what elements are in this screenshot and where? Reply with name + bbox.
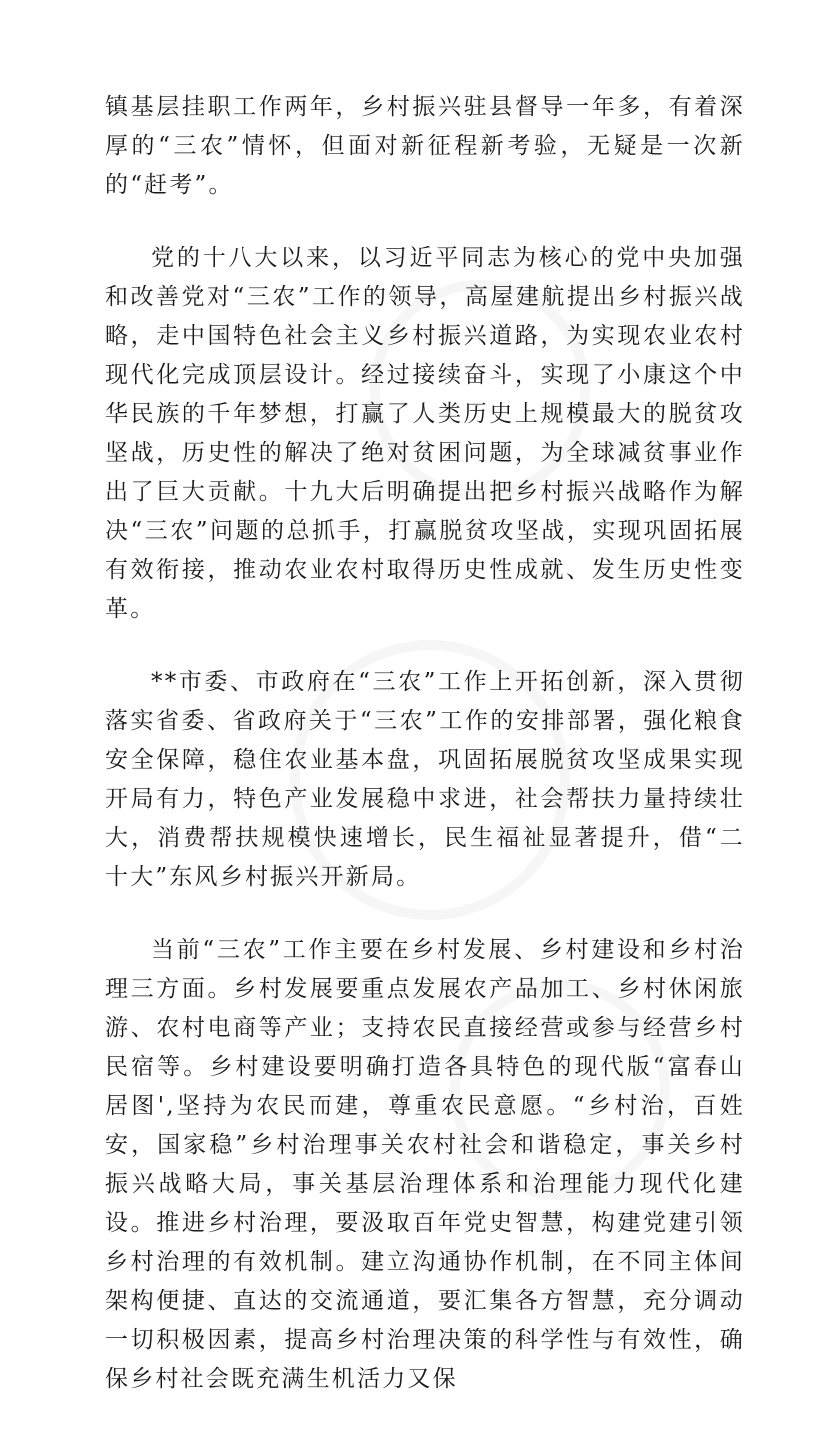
paragraph: 党的十八大以来，以习近平同志为核心的党中央加强和改善党对“三农”工作的领导，高屋建航提出乡村振兴战略，走中国特色社会主义乡村振兴道路，为实现农业农村现代化完成顶层设计。经过接续奋斗，实现了小康这个中华民族的千年梦想，打赢了人类历史上规模最大的脱贫攻坚战，历史性的解决了绝对贫困问题，为全球减贫事业作出了巨大贡献。十九大后明确提出把乡村振兴战略作为解决“三农”问题的总抓手，打赢脱贫攻坚战，实现巩固拓展有效衔接，推动农业农村取得历史性成就、发生历史性变革。: [105, 245, 745, 622]
paragraph: 当前“三农”工作主要在乡村发展、乡村建设和乡村治理三方面。乡村发展要重点发展农产品加工、乡村休闲旅游、农村电商等产业；支持农民直接经营或参与经营乡村民宿等。乡村建设要明确打造各具特色的现代版“富春山居图',坚持为农民而建，尊重农民意愿。“乡村治，百姓安，国家稳”乡村治理事关农村社会和谐稳定，事关乡村振兴战略大局，事关基层治理体系和治理能力现代化建设。推进乡村治理，要汲取百年党史智慧，构建党建引领乡村治理的有效机制。建立沟通协作机制，在不同主体间架构便捷、直达的交流通道，要汇集各方智慧，充分调动一切积极因素，提高乡村治理决策的科学性与有效性，确保乡村社会既充满生机活力又保: [105, 937, 745, 1392]
document-body: [105, 88, 745, 1433]
paragraph: **市委、市政府在“三农”工作上开拓创新，深入贯彻落实省委、省政府关于“三农”工作的安排部署，强化粮食安全保障，稳住农业基本盘，巩固拓展脱贫攻坚成果实现开局有力，特色产业发展稳中求进，社会帮扶力量持续壮大，消费帮扶规模快速增长，民生福祉显著提升，借“二十大”东风乡村振兴开新局。: [105, 669, 745, 890]
paragraph-continuation: 镇基层挂职工作两年，乡村振兴驻县督导一年多，有着深厚的“三农”情怀，但面对新征程新考验，无疑是一次新的“赶考”。: [105, 94, 745, 198]
